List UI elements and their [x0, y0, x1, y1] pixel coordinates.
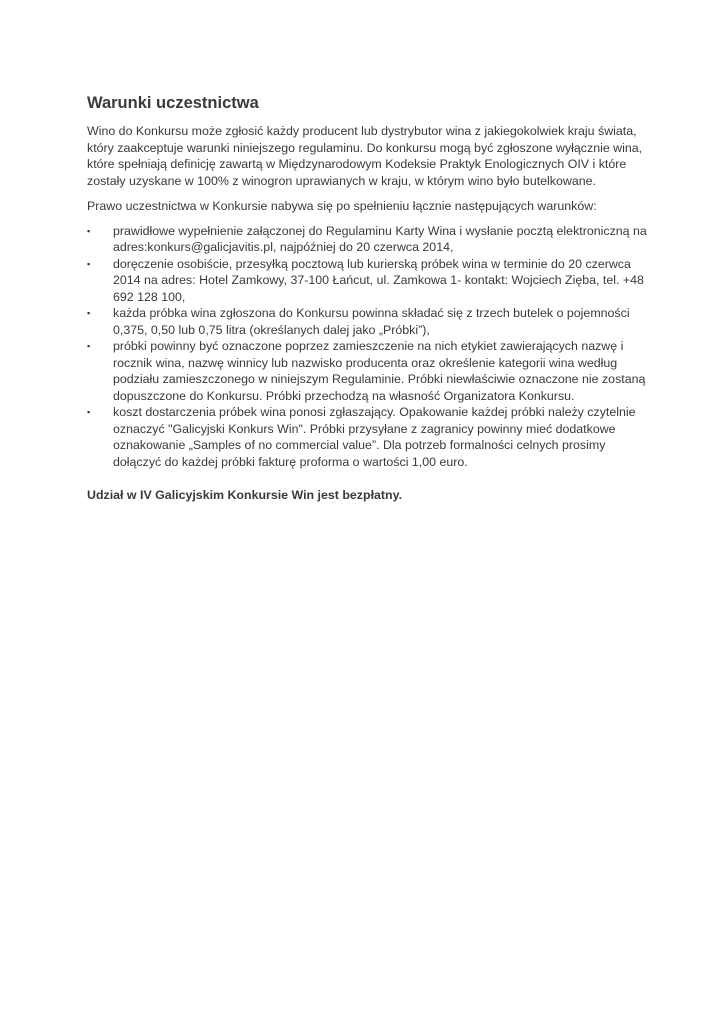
list-item-line: rocznik wina, nazwę winnicy lub nazwisko producenta oraz określenie kategorii wina według — [113, 355, 618, 370]
page-title: Warunki uczestnictwa — [87, 94, 259, 112]
list-item-line: 2014 na adres: Hotel Zamkowy, 37-100 Łańcut, ul. Zamkowa 1- kontakt: Wojciech Zięba, tel. +48 — [113, 273, 644, 287]
list-item-line: 692 128 100, — [113, 289, 186, 304]
document-content — [87, 92, 647, 504]
intro-line: które spełniają definicję zawartą w Międzynarodowym Kodeksie Praktyk Enologicznych OIV i które — [87, 157, 627, 171]
intro-paragraph — [87, 123, 647, 189]
list-item-line: adres:konkurs@galicjavitis.pl, najpóźniej do 20 czerwca 2014, — [113, 240, 454, 254]
free-participation-note: Udział w IV Galicyjskim Konkursie Win jest bezpłatny. — [87, 488, 403, 502]
list-item — [87, 404, 647, 470]
square-bullet-icon: ▪ — [87, 407, 91, 417]
list-item-line: oznakowanie „Samples of no commercial value”. Dla potrzeb formalności celnych prosimy — [113, 438, 606, 452]
intro-line: zostały uzyskane w 100% z winogron uprawianych w kraju, w którym wino było butelkowane. — [87, 173, 596, 188]
list-item-line: 0,375, 0,50 lub 0,75 litra (określanych dalej jako „Próbki”), — [113, 322, 430, 337]
conditions-list — [87, 223, 647, 471]
list-item-line: doręczenie osobiście, przesyłką pocztową lub kurierską próbek wina w terminie do 20 czerwca — [113, 256, 631, 271]
list-item — [87, 223, 647, 256]
list-item-line: każda próbka wina zgłoszona do Konkursu powinna składać się z trzech butelek o pojemności — [113, 306, 630, 320]
list-item — [87, 338, 647, 404]
list-item — [87, 256, 647, 306]
list-item-line: podziału zamieszczonego w niniejszym Regulaminie. Próbki niewłaściwie oznaczone nie zostaną — [113, 372, 646, 386]
list-item — [87, 305, 647, 338]
list-item-line: oznaczyć "Galicyjski Konkurs Win". Próbki przysyłane z zagranicy powinny mieć dodatkowe — [113, 421, 616, 436]
list-item-line: koszt dostarczenia próbek wina ponosi zgłaszający. Opakowanie każdej próbki należy czytelnie — [113, 405, 636, 419]
conditions-lead-text: Prawo uczestnictwa w Konkursie nabywa się po spełnieniu łącznie następujących warunków: — [87, 199, 597, 213]
list-item-line: dopuszczone do Konkursu. Próbki przechodzą na własność Organizatora Konkursu. — [113, 388, 575, 403]
conditions-lead-paragraph — [87, 198, 647, 215]
square-bullet-icon: ▪ — [87, 258, 91, 269]
list-item-line: dołączyć do każdej próbki fakturę proforma o wartości 1,00 euro. — [113, 454, 468, 469]
list-item-line: próbki powinny być oznaczone poprzez zamieszczenie na nich etykiet zawierających nazwę i — [113, 339, 624, 353]
square-bullet-icon: ▪ — [87, 225, 91, 236]
square-bullet-icon: ▪ — [87, 308, 91, 318]
list-item-line: prawidłowe wypełnienie załączonej do Regulaminu Karty Wina i wysłanie pocztą elektroniczną na — [113, 223, 647, 238]
intro-line: Wino do Konkursu może zgłosić każdy producent lub dystrybutor wina z jakiegokolwiek kraju świata, — [87, 124, 637, 138]
square-bullet-icon: ▪ — [87, 341, 91, 351]
intro-line: który zaakceptuje warunki niniejszego regulaminu. Do konkursu mogą być zgłoszone wyłącznie wina, — [87, 140, 643, 155]
